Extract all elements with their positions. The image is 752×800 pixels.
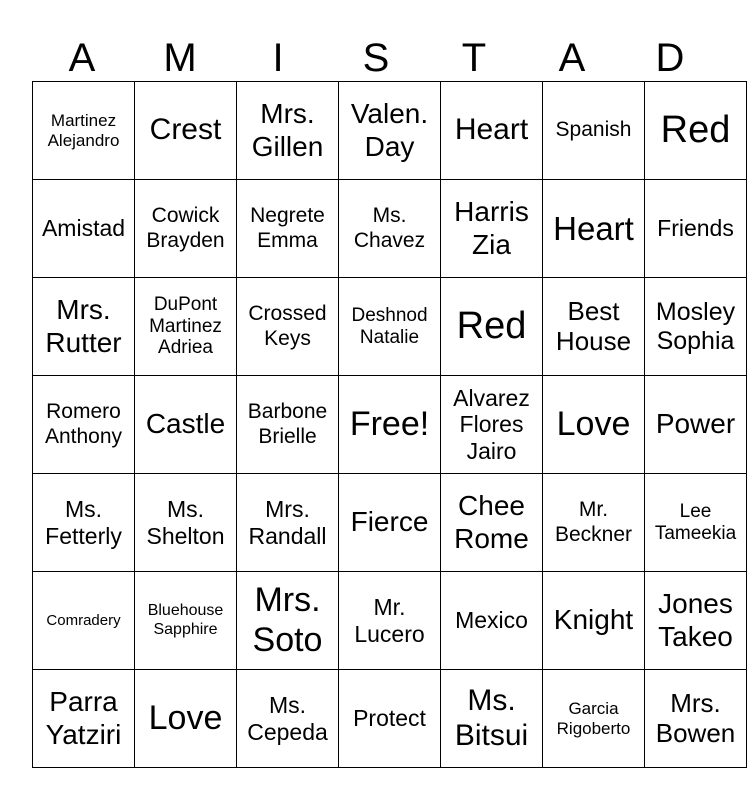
- bingo-cell: Martinez Alejandro: [33, 82, 135, 180]
- bingo-header: [33, 34, 719, 82]
- header-letter: A: [68, 36, 96, 80]
- bingo-cell: Negrete Emma: [237, 180, 339, 278]
- bingo-cell: Friends: [645, 180, 747, 278]
- bingo-cell: Valen. Day: [339, 82, 441, 180]
- bingo-cell: Mrs. Randall: [237, 474, 339, 572]
- free-space-cell: Free!: [339, 376, 441, 474]
- bingo-cell: Crossed Keys: [237, 278, 339, 376]
- bingo-cell: Spanish: [543, 82, 645, 180]
- header-letter: M: [163, 36, 197, 80]
- bingo-board: [32, 81, 747, 768]
- bingo-cell: Chee Rome: [441, 474, 543, 572]
- bingo-cell: Barbone Brielle: [237, 376, 339, 474]
- bingo-cell: Alvarez Flores Jairo: [441, 376, 543, 474]
- bingo-cell: Mexico: [441, 572, 543, 670]
- header-letter: A: [558, 36, 586, 80]
- bingo-cell: Ms. Bitsui: [441, 670, 543, 768]
- bingo-cell: Cowick Brayden: [135, 180, 237, 278]
- header-letter: T: [461, 36, 487, 80]
- bingo-cell: Lee Tameekia: [645, 474, 747, 572]
- board-row: [33, 82, 747, 180]
- bingo-cell: Mrs. Soto: [237, 572, 339, 670]
- bingo-cell: Harris Zia: [441, 180, 543, 278]
- bingo-cell: Mrs. Gillen: [237, 82, 339, 180]
- bingo-cell: Best House: [543, 278, 645, 376]
- bingo-cell: Jones Takeo: [645, 572, 747, 670]
- bingo-cell: Amistad: [33, 180, 135, 278]
- bingo-cell: Heart: [441, 82, 543, 180]
- bingo-cell: Bluehouse Sapphire: [135, 572, 237, 670]
- bingo-cell: Red: [441, 278, 543, 376]
- bingo-cell: Deshnod Natalie: [339, 278, 441, 376]
- bingo-cell: Fierce: [339, 474, 441, 572]
- bingo-cell: Ms. Chavez: [339, 180, 441, 278]
- board-row: [33, 474, 747, 572]
- bingo-cell: Protect: [339, 670, 441, 768]
- bingo-cell: Ms. Cepeda: [237, 670, 339, 768]
- bingo-cell: Knight: [543, 572, 645, 670]
- board-row: [33, 376, 747, 474]
- bingo-cell: Mr. Lucero: [339, 572, 441, 670]
- bingo-cell: Mr. Beckner: [543, 474, 645, 572]
- bingo-cell: DuPont Martinez Adriea: [135, 278, 237, 376]
- bingo-cell: Mosley Sophia: [645, 278, 747, 376]
- bingo-cell: Crest: [135, 82, 237, 180]
- header-letter: I: [272, 36, 284, 80]
- bingo-cell: Mrs. Bowen: [645, 670, 747, 768]
- bingo-cell: Red: [645, 82, 747, 180]
- board-row: [33, 180, 747, 278]
- bingo-cell: Comradery: [33, 572, 135, 670]
- bingo-cell: Ms. Shelton: [135, 474, 237, 572]
- bingo-cell: Love: [135, 670, 237, 768]
- bingo-cell: Love: [543, 376, 645, 474]
- board-row: [33, 572, 747, 670]
- board-row: [33, 670, 747, 768]
- bingo-cell: Power: [645, 376, 747, 474]
- bingo-cell: Mrs. Rutter: [33, 278, 135, 376]
- board-row: [33, 278, 747, 376]
- bingo-cell: Parra Yatziri: [33, 670, 135, 768]
- bingo-cell: Romero Anthony: [33, 376, 135, 474]
- bingo-cell: Ms. Fetterly: [33, 474, 135, 572]
- header-letter: D: [655, 36, 685, 80]
- bingo-cell: Castle: [135, 376, 237, 474]
- bingo-cell: Garcia Rigoberto: [543, 670, 645, 768]
- bingo-cell: Heart: [543, 180, 645, 278]
- header-letter: S: [362, 36, 390, 80]
